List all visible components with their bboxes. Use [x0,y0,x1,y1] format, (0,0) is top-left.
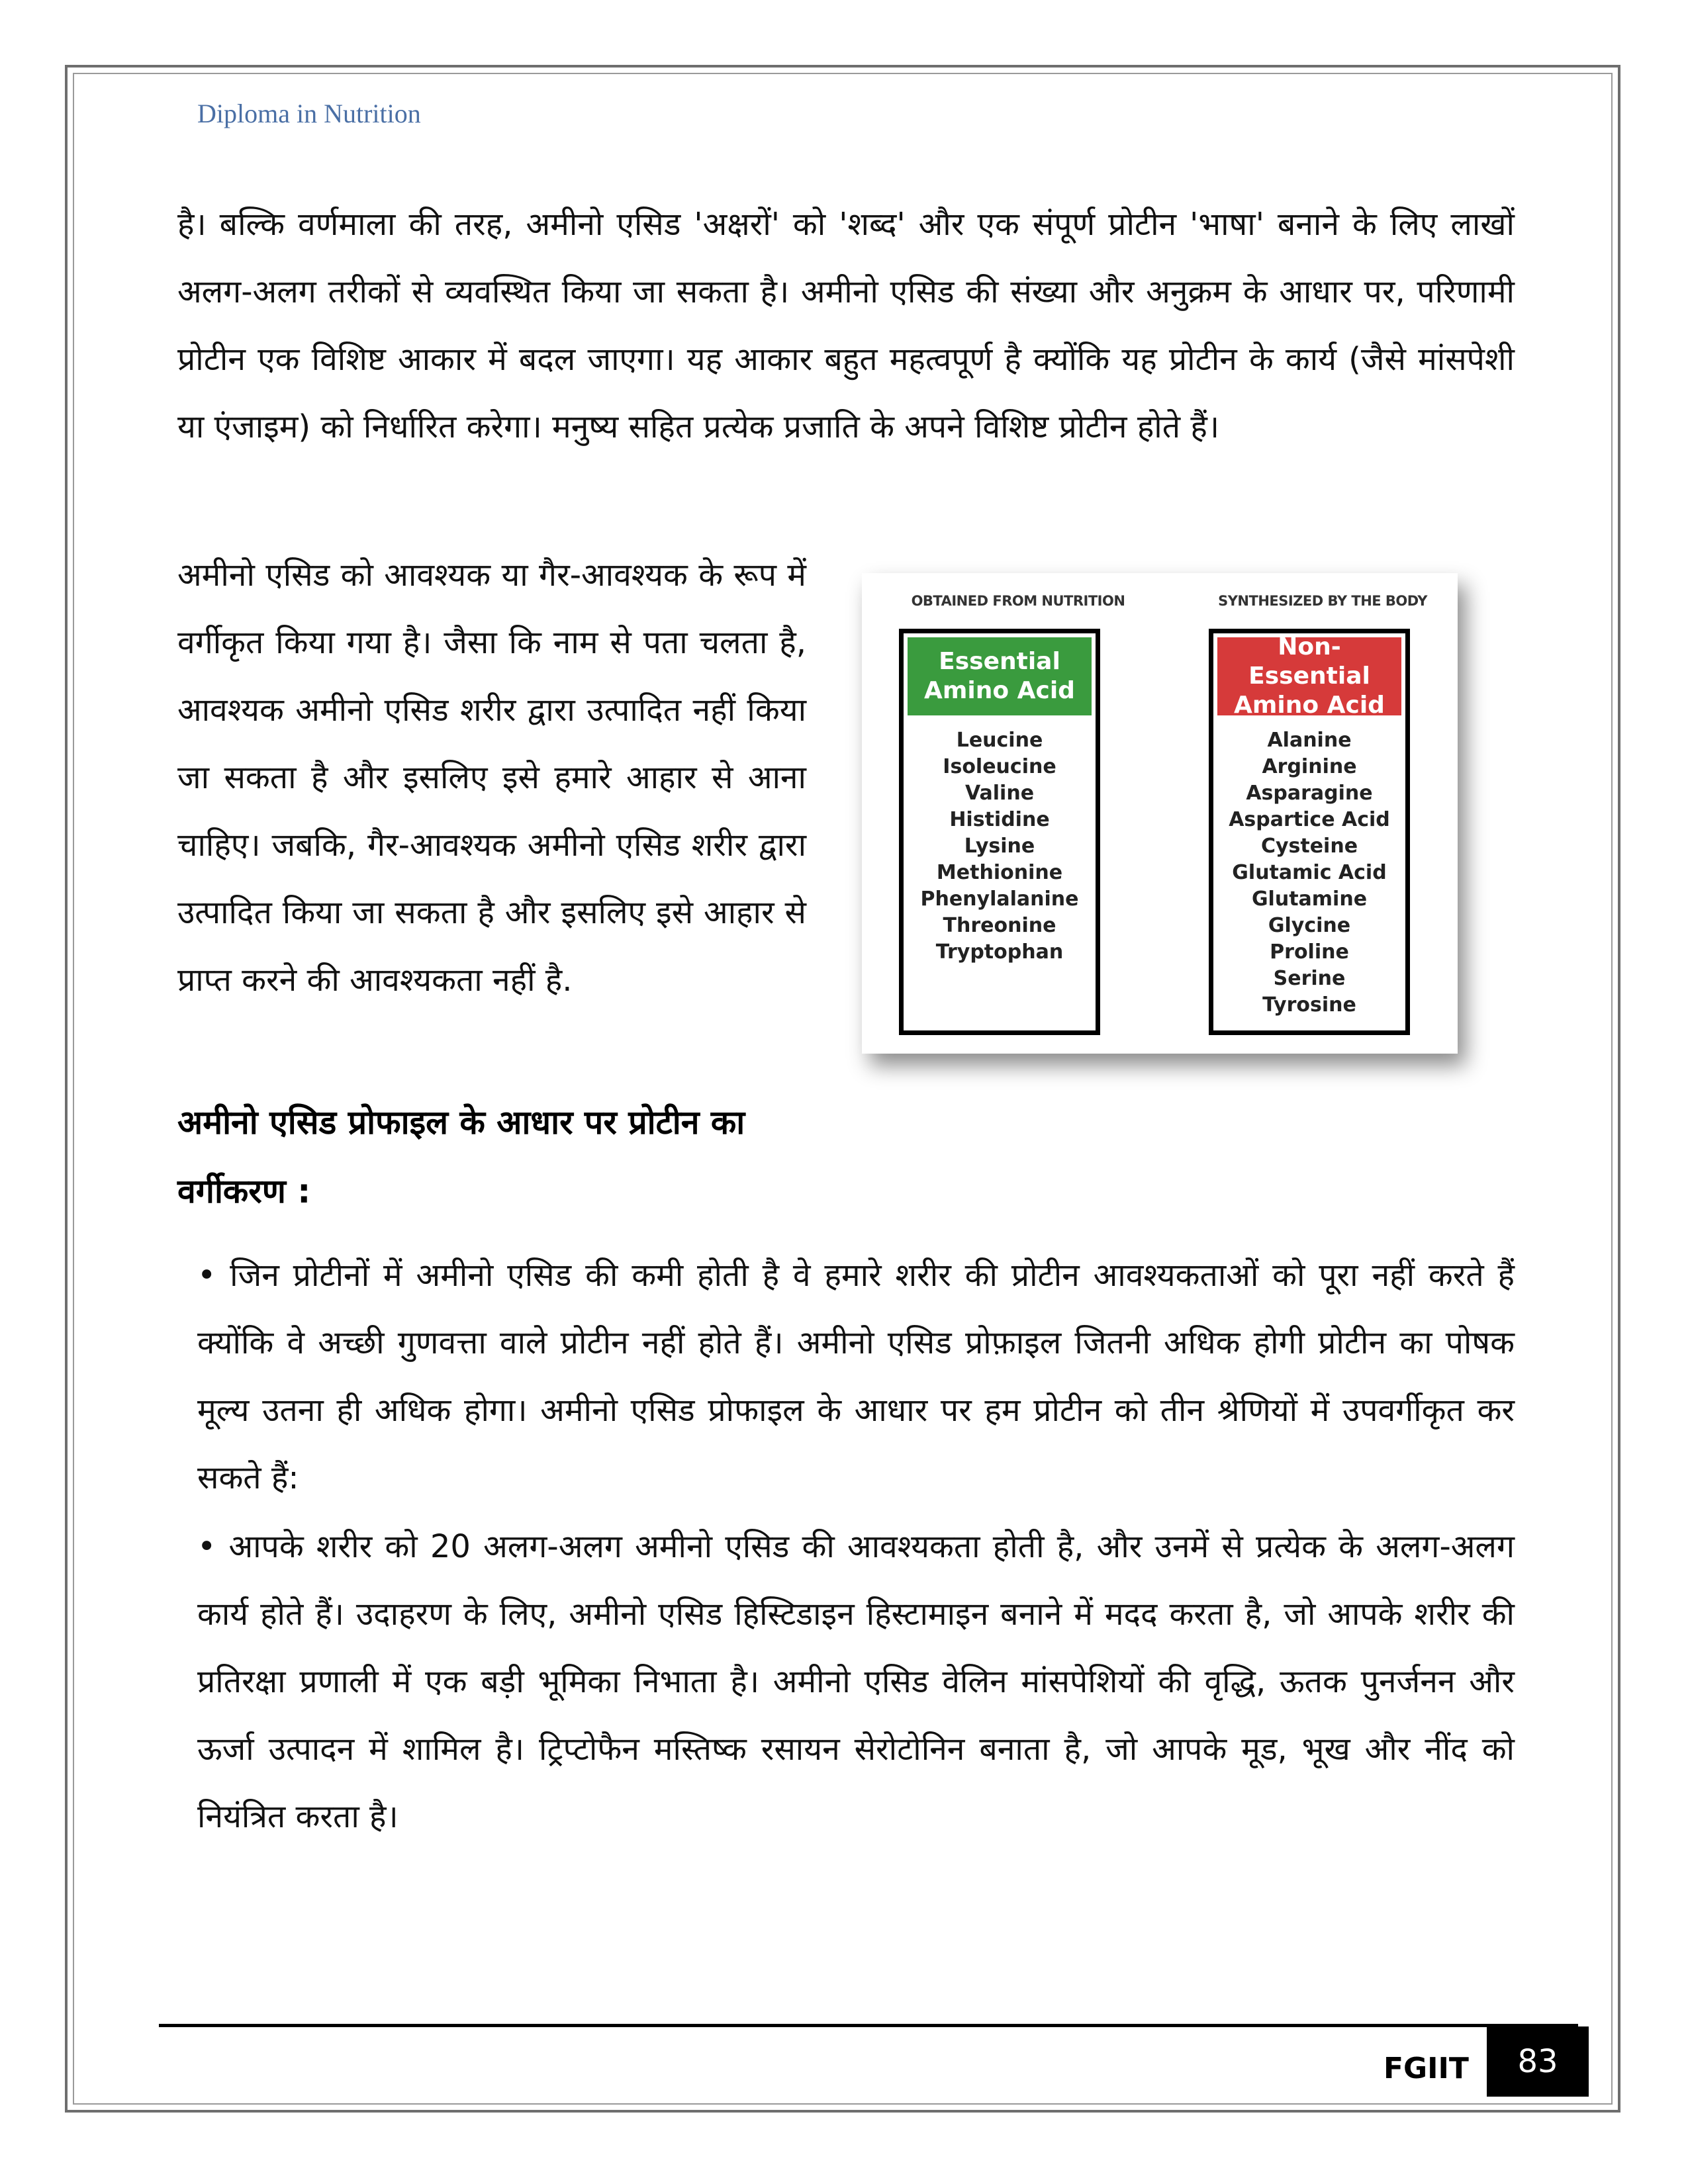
non-essential-list [1213,727,1405,1019]
body-paragraph-1: है। बल्कि वर्णमाला की तरह, अमीनो एसिड 'अक्षरों' को 'शब्द' और एक संपूर्ण प्रोटीन 'भाषा' बनाने के लिए लाखों अलग-अलग तरीकों से व्यवस्थित किया जा सकता है। अमीनो एसिड की संख्या और अनुक्रम के आधार पर, परिणामी प्रोटीन एक विशिष्ट आकार में बदल जाएगा। यह आकार बहुत महत्वपूर्ण है क्योंकि यह प्रोटीन के कार्य (जैसे मांसपेशी या एंजाइम) को निर्धारित करेगा। मनुष्य सहित प्रत्येक प्रजाति के अपने विशिष्ट प्रोटीन होते हैं। [177,206,1515,445]
essential-item: Methionine [936,861,1063,884]
non-essential-item: Glutamine [1251,887,1368,911]
non-essential-column-label: SYNTHESIZED BY THE BODY [1218,593,1427,609]
non-essential-item: Cysteine [1260,835,1358,858]
essential-title [908,637,1092,715]
non-essential-title-line1: Non-Essential [1248,633,1370,690]
essential-item: Valine [964,782,1035,805]
bullet-paragraph-1: • जिन प्रोटीनों में अमीनो एसिड की कमी होती है वे हमारे शरीर की प्रोटीन आवश्यकताओं को पूरा नहीं करते हैं क्योंकि वे अच्छी गुणवत्ता वाले प्रोटीन नहीं होते हैं। अमीनो एसिड प्रोफ़ाइल जितनी अधिक होगी प्रोटीन का पोषक मूल्य उतना ही अधिक होगा। अमीनो एसिड प्रोफाइल के आधार पर हम प्रोटीन को तीन श्रेणियों में उपवर्गीकृत कर सकते हैं: [197,1257,1515,1496]
non-essential-item: Alanine [1267,729,1352,752]
essential-item: Tryptophan [935,940,1064,964]
non-essential-item: Aspartice Acid [1229,808,1390,831]
footer-brand: FGIIT [1383,2052,1469,2085]
essential-title-line2: Amino Acid [924,677,1075,704]
page-number: 83 [1487,2026,1589,2097]
bullet-paragraph-2: • आपके शरीर को 20 अलग-अलग अमीनो एसिड की आवश्यकता होती है, और उनमें से प्रत्येक के अलग-अलग कार्य होते हैं। उदाहरण के लिए, अमीनो एसिड हिस्टिडाइन हिस्टामाइन बनाने में मदद करता है, जो आपके शरीर की प्रतिरक्षा प्रणाली में एक बड़ी भूमिका निभाता है। अमीनो एसिड वेलिन मांसपेशियों की वृद्धि, ऊतक पुनर्जनन और ऊर्जा उत्पादन में शामिल है। ट्रिप्टोफैन मस्तिष्क रसायन सेरोटोनिन बनाता है, जो आपके मूड, भूख और नींद को नियंत्रित करता है। [197,1528,1515,1835]
essential-title-line1: Essential [939,648,1060,675]
non-essential-item: Proline [1270,940,1349,964]
section-heading: अमीनो एसिड प्रोफाइल के आधार पर प्रोटीन का वर्गीकरण : [177,1103,745,1210]
footer-rule [159,2024,1578,2027]
non-essential-item: Serine [1273,967,1346,990]
essential-item: Lysine [964,835,1035,858]
non-essential-title [1217,633,1401,719]
body-paragraph-2: अमीनो एसिड को आवश्यक या गैर-आवश्यक के रूप में वर्गीकृत किया गया है। जैसा कि नाम से पता चलता है, आवश्यक अमीनो एसिड शरीर द्वारा उत्पादित नहीं किया जा सकता है और इसलिए इसे हमारे आहार से आना चाहिए। जबकि, गैर-आवश्यक अमीनो एसिड शरीर द्वारा उत्पादित किया जा सकता है और इसलिए इसे आहार से प्राप्त करने की आवश्यकता नहीं है. [177,557,806,999]
running-header: Diploma in Nutrition [197,99,421,128]
non-essential-panel [1209,629,1410,1035]
essential-panel [899,629,1100,1035]
essential-list [904,727,1096,966]
non-essential-item: Asparagine [1246,782,1373,805]
essential-column-label: OBTAINED FROM NUTRITION [911,593,1125,609]
non-essential-title-line2: Amino Acid [1234,692,1385,719]
essential-item: Phenylalanine [920,887,1079,911]
essential-item: Leucine [956,729,1043,752]
essential-item: Histidine [949,808,1050,831]
essential-item: Isoleucine [943,755,1056,778]
non-essential-item: Arginine [1262,755,1357,778]
non-essential-item: Glutamic Acid [1232,861,1387,884]
non-essential-item: Tyrosine [1262,993,1356,1017]
essential-item: Threonine [943,914,1056,937]
non-essential-item: Glycine [1268,914,1351,937]
amino-acid-figure [862,573,1458,1054]
